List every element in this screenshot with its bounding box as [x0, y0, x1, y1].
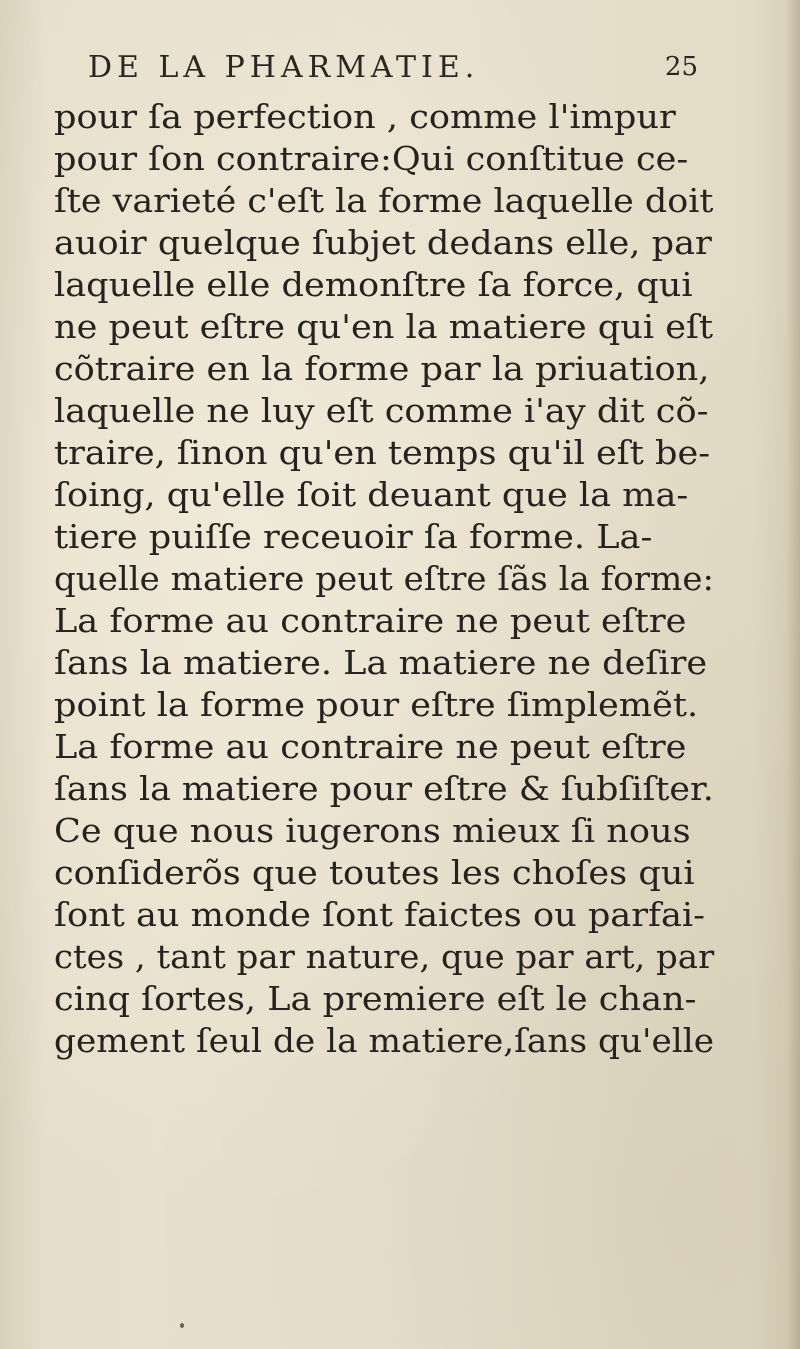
text-line: pour ſon contraire:Qui conſtitue ce-: [54, 140, 689, 178]
text-line: ne peut eſtre qu'en la matiere qui eſt: [54, 308, 714, 346]
text-line: pour ſa perfection , comme l'impur: [54, 98, 676, 136]
text-line: cõtraire en la forme par la priuation,: [54, 350, 710, 388]
page-number: 25: [664, 52, 698, 82]
text-line: ſont au monde ſont faictes ou parfai-: [54, 896, 706, 934]
text-line: Ce que nous iugerons mieux ſi nous: [54, 812, 691, 850]
text-line: ſans la matiere. La matiere ne deſire: [54, 644, 708, 682]
text-line: auoir quelque ſubjet dedans elle, par: [54, 224, 712, 262]
text-line: cinq ſortes, La premiere eſt le chan-: [54, 980, 697, 1018]
text-line: La forme au contraire ne peut eſtre: [54, 602, 687, 640]
text-line: ſte varieté c'eſt la forme laquelle doit: [54, 182, 714, 220]
running-head: DE LA PHARMATIE.: [88, 50, 480, 85]
text-line: laquelle elle demonſtre ſa force, qui: [54, 266, 693, 304]
page-header: [88, 50, 698, 98]
paper-speck: [180, 1323, 184, 1328]
text-line: La forme au contraire ne peut eſtre: [54, 728, 687, 766]
text-line: quelle matiere peut eſtre ſãs la forme:: [54, 560, 714, 598]
text-line: tiere puiſſe receuoir ſa forme. La-: [54, 518, 653, 556]
text-line: point la forme pour eſtre ſimplemẽt.: [54, 686, 699, 724]
text-line: conſiderõs que toutes les choſes qui: [54, 854, 695, 892]
page-edge-shadow: [786, 0, 800, 1349]
text-line: ctes , tant par nature, que par art, par: [54, 938, 715, 976]
text-line: laquelle ne luy eſt comme i'ay dit cõ-: [54, 392, 709, 430]
text-line: ſans la matiere pour eſtre & ſubſiſter.: [54, 770, 714, 808]
text-line: traire, ſinon qu'en temps qu'il eſt be-: [54, 434, 711, 472]
body-text: [54, 96, 714, 1062]
text-line: ſoing, qu'elle ſoit deuant que la ma-: [54, 476, 689, 514]
text-line: gement ſeul de la matiere,ſans qu'elle: [54, 1022, 715, 1060]
